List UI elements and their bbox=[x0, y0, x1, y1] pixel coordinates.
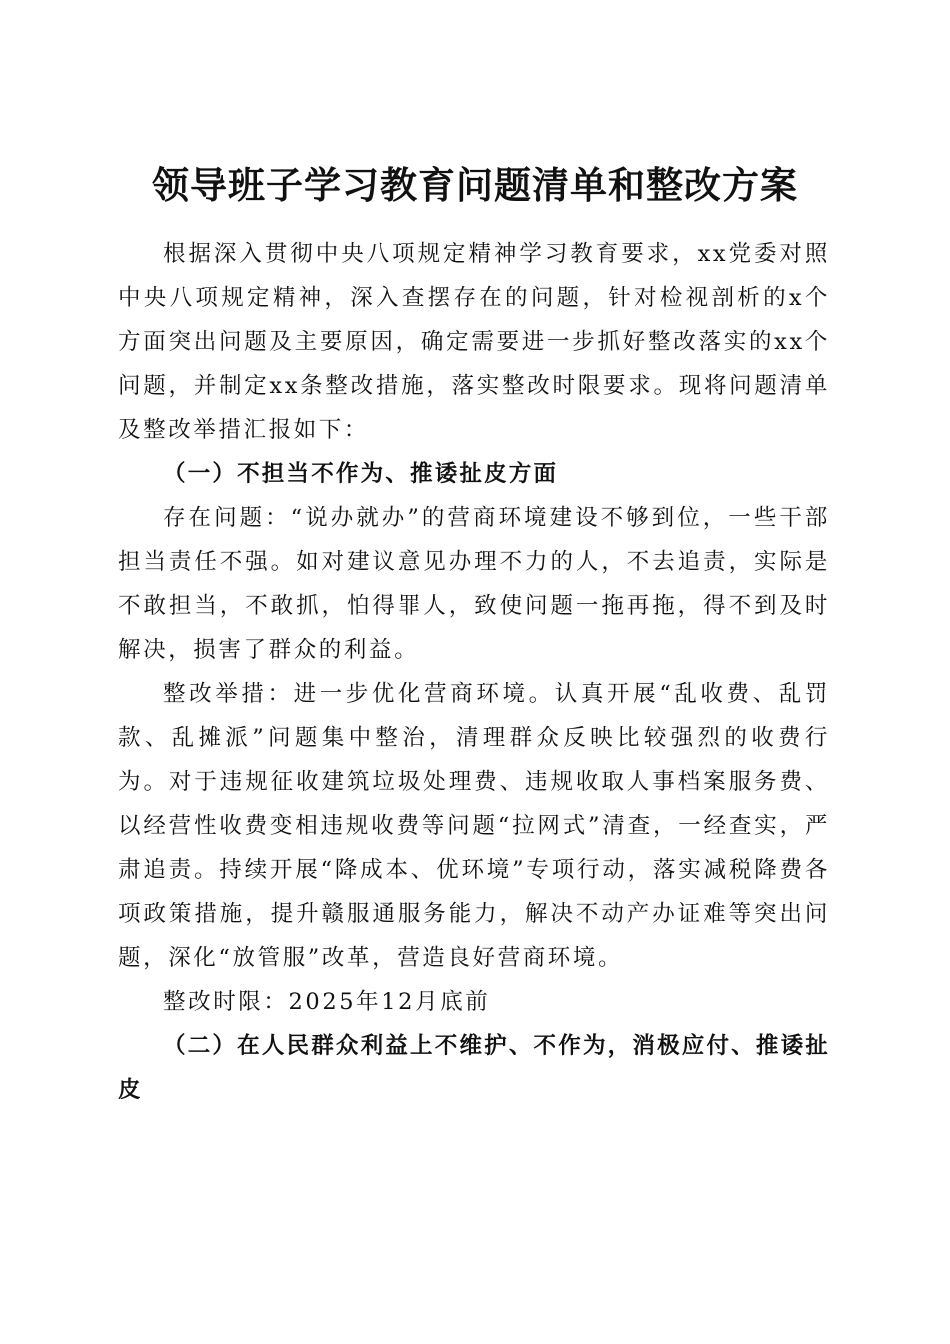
section-1-problem-paragraph: 存在问题：“说办就办”的营商环境建设不够到位，一些干部担当责任不强。如对建议意见办理不力的人，不去追责，实际是不敢担当，不敢抓，怕得罪人，致使问题一拖再拖，得不到及时解决，损害了群众的利益。 bbox=[118, 505, 830, 663]
section-1-measures-paragraph: 整改举措：进一步优化营商环境。认真开展“乱收费、乱罚款、乱摊派”问题集中整治，清理群众反映比较强烈的收费行为。对于违规征收建筑垃圾处理费、违规收取人事档案服务费、以经营性收费变相违规收费等问题“拉网式”清查，一经查实，严肃追责。持续开展“降成本、优环境”专项行动，落实减税降费各项政策措施，提升赣服通服务能力，解决不动产办证难等突出问题，深化“放管服”改革，营造良好营商环境。 bbox=[118, 681, 830, 971]
intro-paragraph: 根据深入贯彻中央八项规定精神学习教育要求，xx党委对照中央八项规定精神，深入查摆存在的问题，针对检视剖析的x个方面突出问题及主要原因，确定需要进一步抓好整改落实的xx个问题，并制定xx条整改措施，落实整改时限要求。现将问题清单及整改举措汇报如下： bbox=[118, 241, 830, 443]
document-title: 领导班子学习教育问题清单和整改方案 bbox=[152, 162, 798, 207]
section-1-deadline-paragraph: 整改时限：2025年12月底前 bbox=[163, 989, 491, 1015]
section-1-heading: （一）不担当不作为、推诿扯皮方面 bbox=[163, 461, 559, 487]
section-2-heading: （二）在人民群众利益上不维护、不作为，消极应付、推诿扯皮 bbox=[118, 1033, 830, 1103]
document-body bbox=[118, 232, 830, 1112]
